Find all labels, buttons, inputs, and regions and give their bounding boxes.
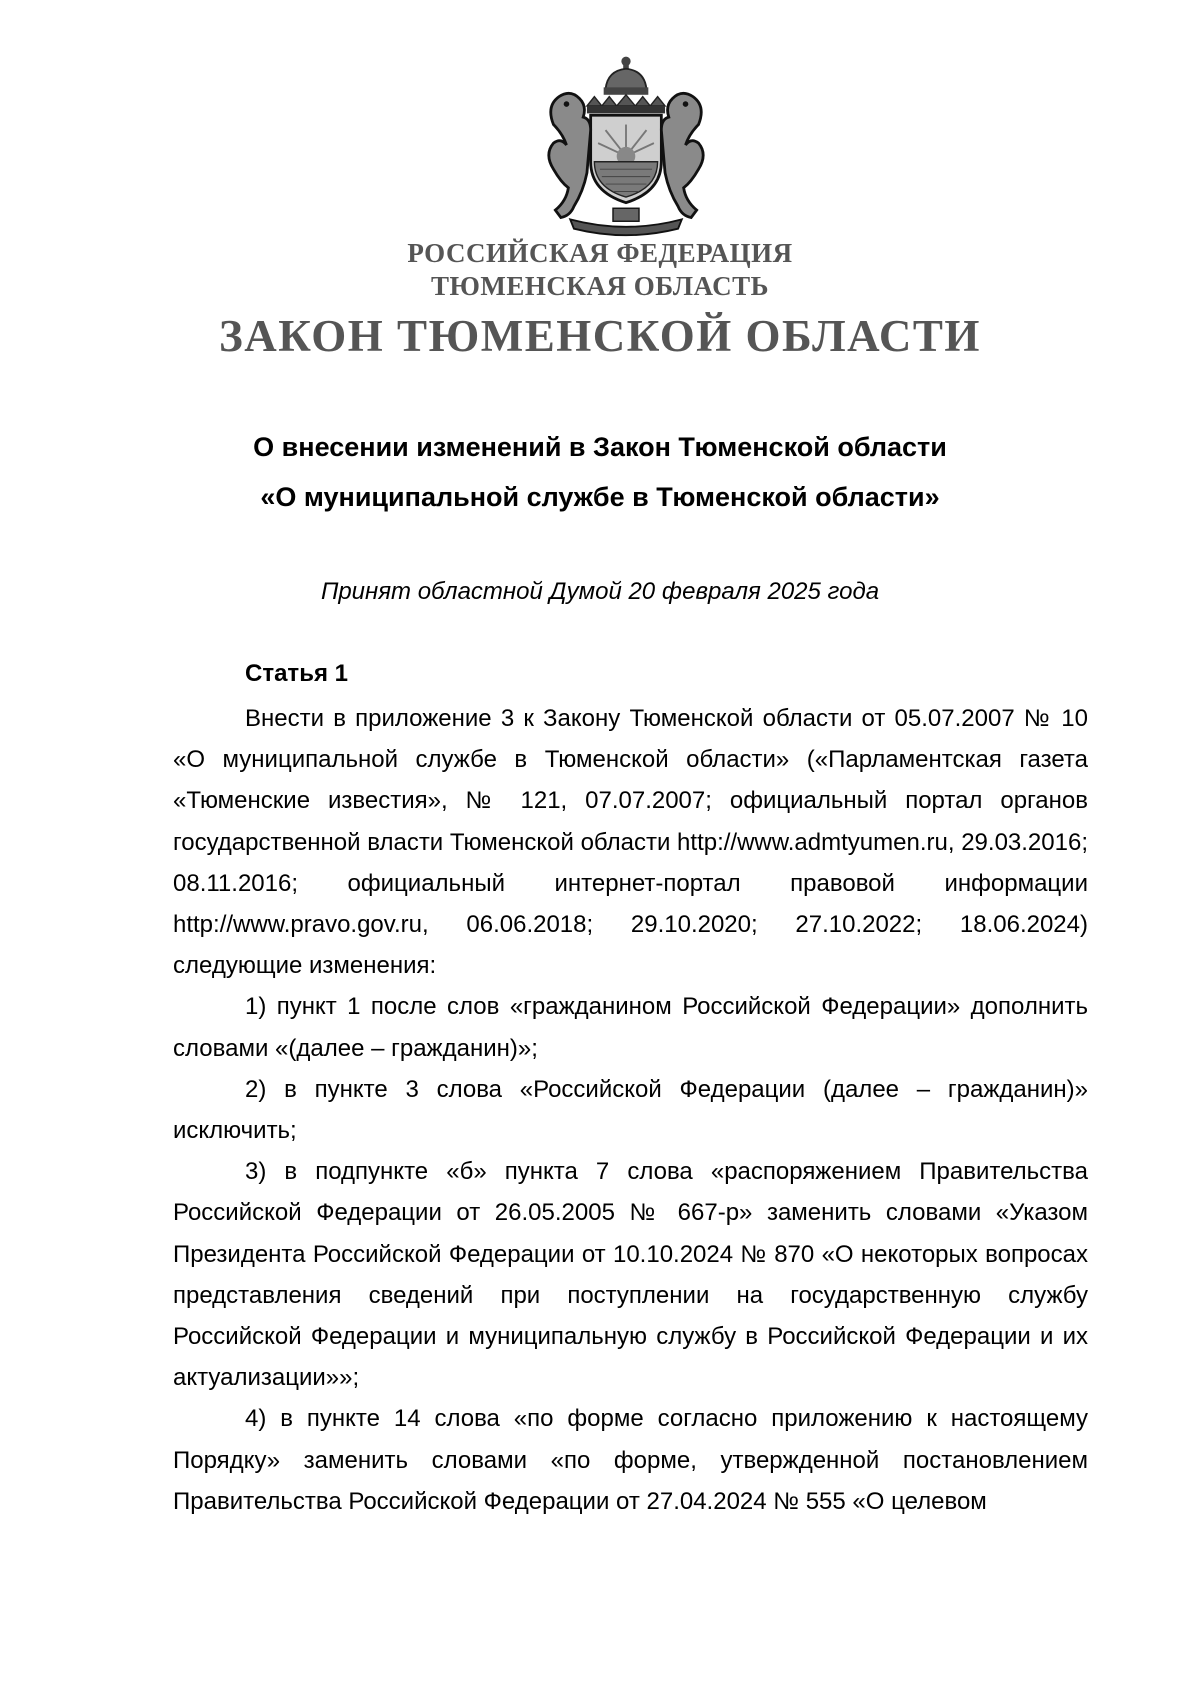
region-heading: ТЮМЕНСКАЯ ОБЛАСТЬ <box>430 271 770 301</box>
law-title-line-2: «О муниципальной службе в Тюменской области» <box>260 482 940 512</box>
article-paragraph: 4) в пункте 14 слова «по форме согласно приложению к настоящему Порядку» заменить словами «по форме, утвержденной постановлением Правительства Российской Федерации от 27.04.2024 № 555 «О целевом <box>173 1405 1088 1515</box>
article-paragraph: 2) в пункте 3 слова «Российской Федерации (далее – гражданин)» исключить; <box>173 1075 1088 1145</box>
article-paragraph: 3) в подпункте «б» пункта 7 слова «распоряжением Правительства Российской Федерации от 26.05.2005 № 667-р» заменить словами «Указом Президента Российской Федерации от 10.10.2024 № 870 «О некоторых вопросах представления сведений при поступлении на государственную службу Российской Федерации и муниципальную службу в Российской Федерации и их актуализации»»; <box>173 1158 1088 1392</box>
law-title-line-1: О внесении изменений в Закон Тюменской области <box>253 432 947 462</box>
adoption-note: Принят областной Думой 20 февраля 2025 года <box>320 578 880 605</box>
article-paragraph: Внести в приложение 3 к Закону Тюменской области от 05.07.2007 № 10 «О муниципальной службе в Тюменской области» («Парламентская газета «Тюменские известия», № 121, 07.07.2007; официальный портал органов государственной власти Тюменской области http://www.admtyumen.ru, 29.03.2016; 08.11.2016; официальный интернет-портал правовой информации http://www.pravo.gov.ru, 06.06.2018; 29.10.2020; 27.10.2022; 18.06.2024) следующие изменения: <box>173 705 1088 980</box>
federation-heading: РОССИЙСКАЯ ФЕДЕРАЦИЯ <box>407 238 793 268</box>
article-heading: Статья 1 <box>245 660 348 687</box>
law-type-heading: ЗАКОН ТЮМЕНСКОЙ ОБЛАСТИ <box>219 311 981 361</box>
article-body <box>173 698 1088 1522</box>
coat-of-arms-icon <box>533 52 719 238</box>
article-paragraph: 1) пункт 1 после слов «гражданином Российской Федерации» дополнить словами «(далее – гражданин)»; <box>173 993 1088 1062</box>
